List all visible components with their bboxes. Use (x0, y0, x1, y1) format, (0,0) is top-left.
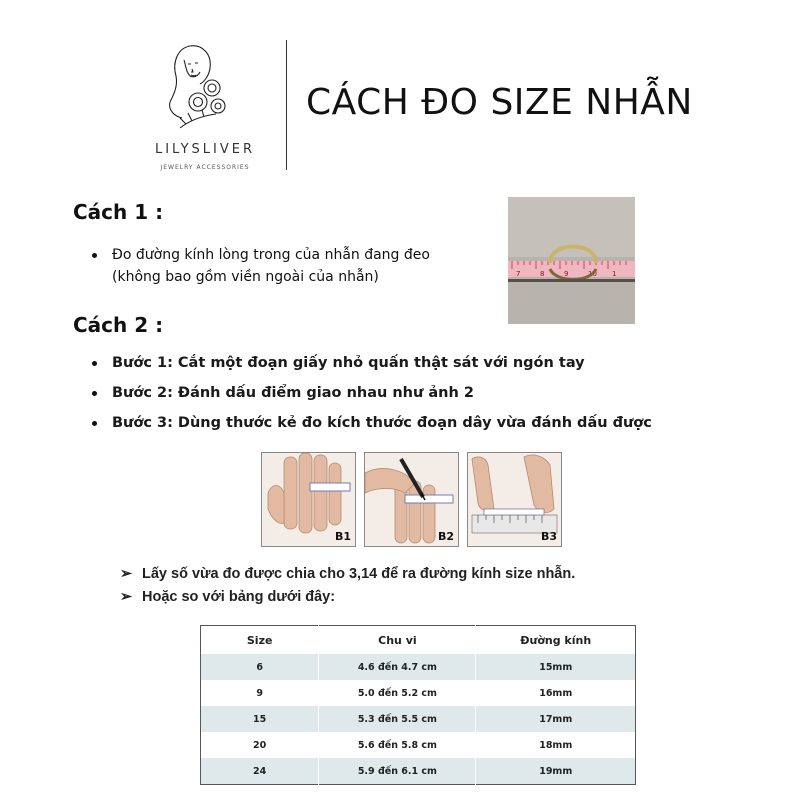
cell-size: 6 (201, 654, 319, 680)
method1-bullet (90, 244, 510, 288)
cell-duong-kinh: 16mm (476, 680, 636, 706)
cell-chu-vi: 5.6 đến 5.8 cm (319, 732, 476, 758)
cell-size: 24 (201, 758, 319, 785)
tape-tick-label: 9 (564, 270, 569, 278)
brand-logo (120, 30, 280, 180)
step-image-label: B2 (437, 530, 454, 543)
method1-bullet-line2: (không bao gồm viền ngoài của nhẫn) (112, 269, 379, 285)
cell-chu-vi: 5.3 đến 5.5 cm (319, 706, 476, 732)
arrow-bullet-icon: ➢ (120, 589, 133, 605)
cell-duong-kinh: 15mm (476, 654, 636, 680)
tape-tick-label: 10 (588, 270, 597, 278)
paper-strip (310, 483, 350, 491)
note-text: Lấy số vừa đo được chia cho 3,14 để ra đường kính size nhẫn. (142, 566, 576, 582)
method2-heading: Cách 2 : (73, 313, 164, 337)
brand-tagline: JEWELRY ACCESSORIES (160, 164, 250, 171)
step-image-b2 (364, 452, 459, 547)
cell-size: 20 (201, 732, 319, 758)
ring-on-tape-photo (508, 197, 635, 324)
size-table (200, 625, 636, 785)
note-text: Hoặc so với bảng dưới đây: (142, 589, 336, 605)
table-row (201, 680, 636, 706)
cell-duong-kinh: 19mm (476, 758, 636, 785)
tape-tick-label: 8 (540, 270, 545, 278)
method1-bullet-line1: Đo đường kính lòng trong của nhẫn đang đeo (112, 247, 430, 263)
step-image-b1 (261, 452, 356, 547)
woman-with-flowers-icon (160, 36, 240, 136)
header-chu-vi: Chu vi (319, 626, 476, 655)
cell-size: 9 (201, 680, 319, 706)
tape-tick-label: 1 (612, 270, 617, 278)
step-image-b3 (467, 452, 562, 547)
step-image-label: B1 (334, 530, 351, 543)
step-image-label: B3 (540, 530, 557, 543)
tape-tick-label: 7 (516, 270, 521, 278)
table-header-row (201, 626, 636, 655)
method1-list (90, 244, 510, 288)
cell-size: 15 (201, 706, 319, 732)
method1-heading: Cách 1 : (73, 200, 164, 224)
header-duong-kinh: Đường kính (476, 626, 636, 655)
method2-step-1: Bước 1: Cắt một đoạn giấy nhỏ quấn thật sát với ngón tay (90, 352, 710, 382)
cell-duong-kinh: 18mm (476, 732, 636, 758)
cell-chu-vi: 4.6 đến 4.7 cm (319, 654, 476, 680)
cell-chu-vi: 5.0 đến 5.2 cm (319, 680, 476, 706)
table-row (201, 706, 636, 732)
method2-list (90, 352, 710, 442)
table-row (201, 758, 636, 785)
note-compare (120, 589, 335, 605)
header-divider (286, 40, 287, 170)
header-size: Size (201, 626, 319, 655)
method2-step-2: Bước 2: Đánh dấu điểm giao nhau như ảnh 2 (90, 382, 710, 412)
cell-duong-kinh: 17mm (476, 706, 636, 732)
method2-step-3: Bước 3: Dùng thước kẻ đo kích thước đoạn dây vừa đánh dấu được (90, 412, 710, 442)
note-divide (120, 566, 575, 582)
cell-chu-vi: 5.9 đến 6.1 cm (319, 758, 476, 785)
table-row (201, 732, 636, 758)
table-row (201, 654, 636, 680)
arrow-bullet-icon: ➢ (120, 566, 133, 582)
page-title: CÁCH ĐO SIZE NHẪN (306, 82, 693, 123)
brand-name: LILYSLIVER (154, 142, 255, 157)
